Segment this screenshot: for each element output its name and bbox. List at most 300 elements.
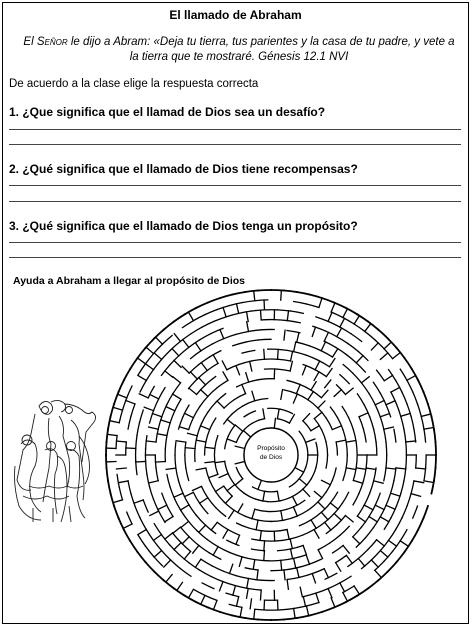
maze-wall (181, 505, 189, 510)
maze-wall (414, 481, 424, 483)
maze-wall (252, 391, 255, 400)
maze-wall (406, 455, 407, 468)
maze-wall (297, 333, 299, 343)
maze-wall (116, 468, 126, 469)
maze-wall (328, 312, 332, 321)
maze-wall (386, 493, 391, 505)
maze-wall (229, 303, 242, 306)
maze-wall (287, 311, 288, 321)
maze-wall (225, 461, 228, 473)
maze-wall (233, 342, 245, 346)
maze-wall (306, 603, 319, 606)
maze-wall (157, 434, 167, 436)
maze-wall (210, 480, 216, 491)
answer-line-3a[interactable] (9, 242, 461, 243)
maze-wall (153, 540, 161, 550)
maze-wall (426, 455, 427, 468)
maze-wall (131, 494, 135, 506)
answer-line-1a[interactable] (9, 129, 461, 130)
maze-wall (173, 377, 181, 383)
maze-wall (356, 455, 357, 468)
maze-wall (366, 455, 367, 468)
maze-wall (260, 531, 261, 541)
maze-wall (154, 399, 159, 411)
maze-wall (139, 394, 148, 398)
maze-wall (254, 291, 255, 301)
maze-wall (411, 416, 414, 429)
maze-wall (376, 442, 377, 455)
maze-wall (401, 481, 404, 494)
maze-wall (162, 493, 167, 505)
maze-wall (212, 566, 224, 571)
maze-wall (216, 508, 226, 517)
maze-wall (185, 308, 196, 314)
maze-wall (152, 414, 161, 417)
maze-wall (268, 408, 281, 409)
maze-wall (167, 423, 170, 436)
maze-wall (343, 468, 346, 481)
maze-wall (311, 468, 316, 480)
maze-wall (216, 492, 224, 502)
maze-wall (278, 349, 279, 359)
maze-wall (274, 320, 287, 321)
maze-wall (195, 343, 201, 351)
maze-wall (234, 394, 245, 400)
maze-wall (251, 359, 264, 361)
maze-wall (128, 481, 131, 494)
maze-wall (222, 361, 227, 370)
maze-wall (326, 442, 328, 455)
maze-wall (107, 434, 117, 435)
maze-wall (201, 412, 207, 423)
maze-wall (297, 564, 309, 568)
maze-wall (237, 523, 249, 528)
maze-wall (107, 429, 109, 442)
maze-wall (407, 380, 413, 392)
maze-wall (378, 330, 388, 339)
maze-wall (375, 401, 384, 405)
maze-wall (217, 380, 228, 387)
maze-wall (337, 337, 348, 344)
maze-wall (158, 505, 167, 509)
maze-wall (404, 541, 411, 552)
verse-line2: la tierra que te mostraré. Génesis 12.1 NVI (129, 51, 349, 63)
maze-wall (365, 331, 375, 339)
maze-wall (226, 313, 239, 316)
maze-wall (213, 600, 216, 609)
maze-wall (195, 436, 197, 449)
maze-wall (306, 555, 309, 564)
maze-wall (331, 598, 335, 607)
maze-wall (235, 484, 244, 493)
maze-wall (401, 413, 410, 416)
maze-wall (193, 315, 205, 321)
maze-wall (150, 411, 154, 423)
maze-wall (208, 402, 216, 412)
maze-wall (309, 346, 321, 351)
maze-wall (321, 390, 328, 397)
maze-wall (359, 413, 368, 417)
maze-wall (252, 310, 265, 311)
maze-wall (240, 607, 242, 617)
maze-wall (284, 516, 296, 520)
maze-wall (162, 405, 167, 417)
maze-wall (271, 520, 284, 521)
maze-wall (388, 562, 397, 572)
maze-wall (380, 540, 388, 550)
maze-wall (158, 417, 162, 429)
maze-wall (343, 592, 348, 601)
maze-wall (412, 369, 418, 380)
maze-wall (149, 481, 159, 483)
maze-wall (258, 290, 271, 291)
maze-wall (290, 535, 302, 539)
maze-wall (401, 416, 404, 429)
maze-wall (223, 530, 228, 539)
maze-wall (318, 492, 326, 502)
maze-wall (147, 474, 150, 487)
circular-maze[interactable] (103, 287, 439, 623)
maze-wall (159, 511, 165, 522)
maze-wall (268, 501, 281, 502)
maze-wall (156, 462, 166, 463)
maze-wall (119, 487, 122, 500)
maze-wall (364, 505, 373, 510)
maze-wall (249, 528, 262, 531)
maze-wall (190, 372, 197, 379)
maze-wall (293, 507, 297, 516)
maze-wall (358, 550, 368, 559)
maze-wall (332, 468, 336, 480)
maze-wall (299, 431, 305, 442)
question-2: 2. ¿Qué significa que el llamado de Dios tiene recompensas? (9, 162, 358, 176)
maze-wall (396, 404, 400, 416)
maze-wall (201, 390, 208, 397)
maze-wall (184, 551, 190, 559)
maze-wall (223, 307, 226, 316)
maze-wall (396, 380, 402, 391)
maze-wall (330, 492, 337, 503)
maze-wall (146, 441, 156, 442)
maze-wall (287, 321, 300, 323)
maze-wall (210, 418, 216, 429)
answer-line-1b[interactable] (9, 144, 461, 145)
maze-wall (296, 510, 307, 516)
maze-wall (215, 461, 225, 462)
maze-wall (404, 468, 406, 481)
maze-wall (224, 400, 234, 408)
maze-wall (242, 557, 255, 560)
maze-wall (189, 505, 197, 516)
answer-line-3b[interactable] (9, 257, 461, 258)
maze-wall (245, 340, 258, 342)
maze-wall (346, 596, 357, 602)
maze-wall (114, 392, 118, 404)
maze-wall (336, 555, 347, 562)
maze-wall (236, 576, 249, 579)
maze-wall (346, 308, 357, 314)
maze-wall (318, 502, 325, 509)
answer-line-2b[interactable] (9, 201, 461, 202)
maze-wall (255, 300, 268, 301)
maze-wall (287, 580, 288, 590)
maze-wall (281, 409, 293, 413)
maze-wall (214, 317, 226, 322)
maze-wall (318, 408, 326, 418)
maze-wall (182, 366, 189, 373)
maze-wall (357, 394, 364, 405)
maze-wall (299, 520, 311, 526)
maze-wall (166, 407, 175, 411)
question-1: 1. ¿Que significa que el llamad de Dios sea un desafío? (9, 105, 326, 119)
maze-wall (435, 442, 436, 455)
maze-wall (406, 442, 407, 455)
maze-wall (150, 487, 154, 499)
maze-wall (189, 418, 194, 430)
maze-wall (247, 589, 249, 599)
maze-wall (254, 609, 255, 619)
maze-wall (113, 407, 122, 410)
maze-wall (146, 370, 153, 381)
maze-wall (258, 339, 271, 340)
maze-wall (245, 618, 258, 620)
maze-wall (136, 462, 137, 475)
maze-wall (343, 365, 353, 374)
maze-wall (182, 537, 189, 544)
maze-wall (165, 436, 167, 449)
maze-wall (140, 518, 146, 529)
maze-wall (357, 516, 365, 522)
maze-wall (236, 304, 238, 314)
maze-wall (277, 369, 290, 371)
maze-wall (343, 545, 349, 553)
maze-wall (201, 363, 207, 371)
maze-wall (423, 506, 427, 518)
maze-wall (174, 314, 185, 321)
maze-wall (235, 425, 243, 431)
maze-wall (167, 505, 173, 516)
maze-wall (224, 334, 236, 338)
maze-wall (108, 481, 111, 494)
maze-wall (251, 549, 264, 551)
maze-wall (369, 505, 375, 516)
maze-wall (418, 518, 423, 530)
maze-wall (245, 568, 258, 570)
maze-wall (278, 549, 291, 551)
maze-wall (238, 504, 243, 513)
maze-wall (171, 341, 181, 350)
maze-wall (213, 547, 218, 556)
maze-wall (201, 559, 212, 566)
maze-wall (310, 295, 322, 299)
maze-wall (303, 421, 311, 431)
maze-wall (205, 310, 217, 315)
maze-wall (146, 461, 147, 474)
maze-wall (434, 429, 436, 442)
maze-wall (291, 351, 293, 361)
maze-wall (189, 589, 194, 598)
maze-wall (174, 493, 183, 497)
maze-wall (173, 383, 181, 394)
maze-wall (299, 479, 307, 485)
maze-wall (303, 597, 305, 607)
maze-wall (220, 295, 232, 299)
maze-wall (250, 361, 252, 371)
maze-wall (258, 520, 271, 521)
maze-wall (244, 411, 255, 417)
maze-wall (384, 375, 392, 380)
maze-wall (156, 337, 163, 344)
maze-wall (230, 552, 242, 556)
maze-wall (236, 468, 242, 479)
maze-wall (357, 505, 364, 516)
maze-wall (245, 291, 258, 293)
maze-wall (389, 370, 396, 381)
maze-title: Ayuda a Abraham a llegar al propósito de Dios (13, 275, 246, 287)
maze-wall (316, 317, 328, 322)
maze-wall (186, 468, 189, 481)
maze-wall (404, 429, 406, 442)
maze-wall (135, 506, 140, 518)
maze-wall (236, 331, 249, 334)
maze-wall (166, 468, 176, 469)
maze-wall (396, 552, 404, 562)
maze-wall (258, 480, 262, 489)
maze-wall (325, 380, 331, 388)
maze-wall (311, 520, 316, 528)
maze-wall (249, 379, 262, 382)
maze-wall (380, 414, 389, 417)
maze-wall (297, 615, 310, 618)
maze-wall (328, 583, 340, 589)
maze-wall (342, 406, 348, 417)
maze-wall (377, 540, 385, 546)
maze-wall (271, 619, 284, 620)
answer-line-2a[interactable] (9, 185, 461, 186)
maze-wall (380, 393, 386, 405)
maze-wall (284, 570, 285, 580)
maze-wall (303, 489, 310, 496)
maze-wall (209, 351, 220, 357)
maze-wall (353, 373, 362, 383)
maze-wall (154, 344, 163, 353)
maze-wall (281, 350, 294, 352)
maze-wall (354, 324, 365, 331)
maze-wall (208, 388, 217, 397)
maze-wall (224, 502, 234, 510)
maze-wall (380, 551, 387, 557)
maze-wall (322, 607, 334, 611)
maze-wall (145, 546, 153, 556)
maze-wall (329, 535, 339, 543)
maze-wall (330, 503, 338, 509)
maze-wall (368, 580, 378, 588)
maze-wall (407, 494, 411, 506)
verse-lord: Señor (36, 36, 68, 48)
maze-center-label-1: Propósito (257, 445, 285, 452)
maze-wall (154, 551, 161, 557)
maze-wall (289, 415, 294, 424)
maze-wall (145, 364, 153, 370)
maze-wall (328, 589, 332, 598)
maze-wall (336, 442, 337, 455)
maze-wall (162, 335, 172, 344)
maze-wall (324, 341, 335, 347)
maze-wall (278, 310, 291, 311)
maze-wall (384, 349, 392, 359)
maze-wall (353, 480, 362, 483)
maze-wall (164, 560, 171, 567)
maze-wall (253, 419, 265, 423)
maze-wall (302, 366, 306, 375)
maze-wall (356, 442, 357, 455)
maze-wall (310, 612, 322, 616)
maze-wall (326, 369, 332, 377)
maze-wall (215, 462, 218, 475)
maze-wall (319, 298, 322, 307)
maze-wall (165, 533, 173, 539)
maze-wall (243, 431, 250, 438)
maze-wall (200, 396, 208, 406)
maze-wall (233, 586, 236, 596)
maze-wall (171, 560, 181, 569)
maze-wall (371, 343, 378, 350)
maze-wall (321, 512, 328, 519)
maze-wall (314, 412, 322, 418)
bible-verse (19, 35, 459, 65)
maze-wall (264, 349, 265, 359)
maze-wall (384, 551, 392, 561)
maze-wall (242, 385, 246, 394)
maze-wall (216, 486, 224, 491)
maze-wall (138, 364, 145, 375)
maze-wall (343, 309, 348, 318)
maze-wall (138, 348, 146, 358)
maze-wall (318, 543, 329, 550)
maze-wall (306, 455, 308, 468)
maze-wall (386, 455, 387, 468)
maze-wall (364, 405, 369, 417)
maze-wall (156, 468, 158, 481)
maze-wall (361, 517, 369, 528)
maze-wall (343, 318, 354, 325)
maze-wall (223, 372, 228, 381)
maze-wall (130, 541, 137, 552)
maze-wall (247, 322, 249, 332)
maze-wall (191, 351, 201, 359)
maze-wall (150, 511, 159, 515)
maze-wall (207, 363, 218, 370)
maze-wall (400, 530, 407, 541)
maze-wall (197, 424, 201, 436)
maze-wall (124, 530, 130, 541)
maze-wall (354, 586, 359, 594)
maze-wall (294, 606, 307, 608)
maze-wall (128, 416, 131, 429)
maze-wall (123, 524, 132, 528)
maze-wall (374, 468, 376, 481)
maze-wall (179, 347, 189, 355)
maze-wall (363, 429, 366, 442)
maze-wall (353, 493, 359, 505)
maze-wall (334, 514, 341, 521)
maze-wall (284, 291, 297, 293)
maze-wall (261, 379, 274, 380)
maze-wall (195, 559, 201, 567)
maze-wall (294, 342, 296, 352)
maze-wall (229, 510, 234, 518)
maze-wall (170, 487, 175, 499)
